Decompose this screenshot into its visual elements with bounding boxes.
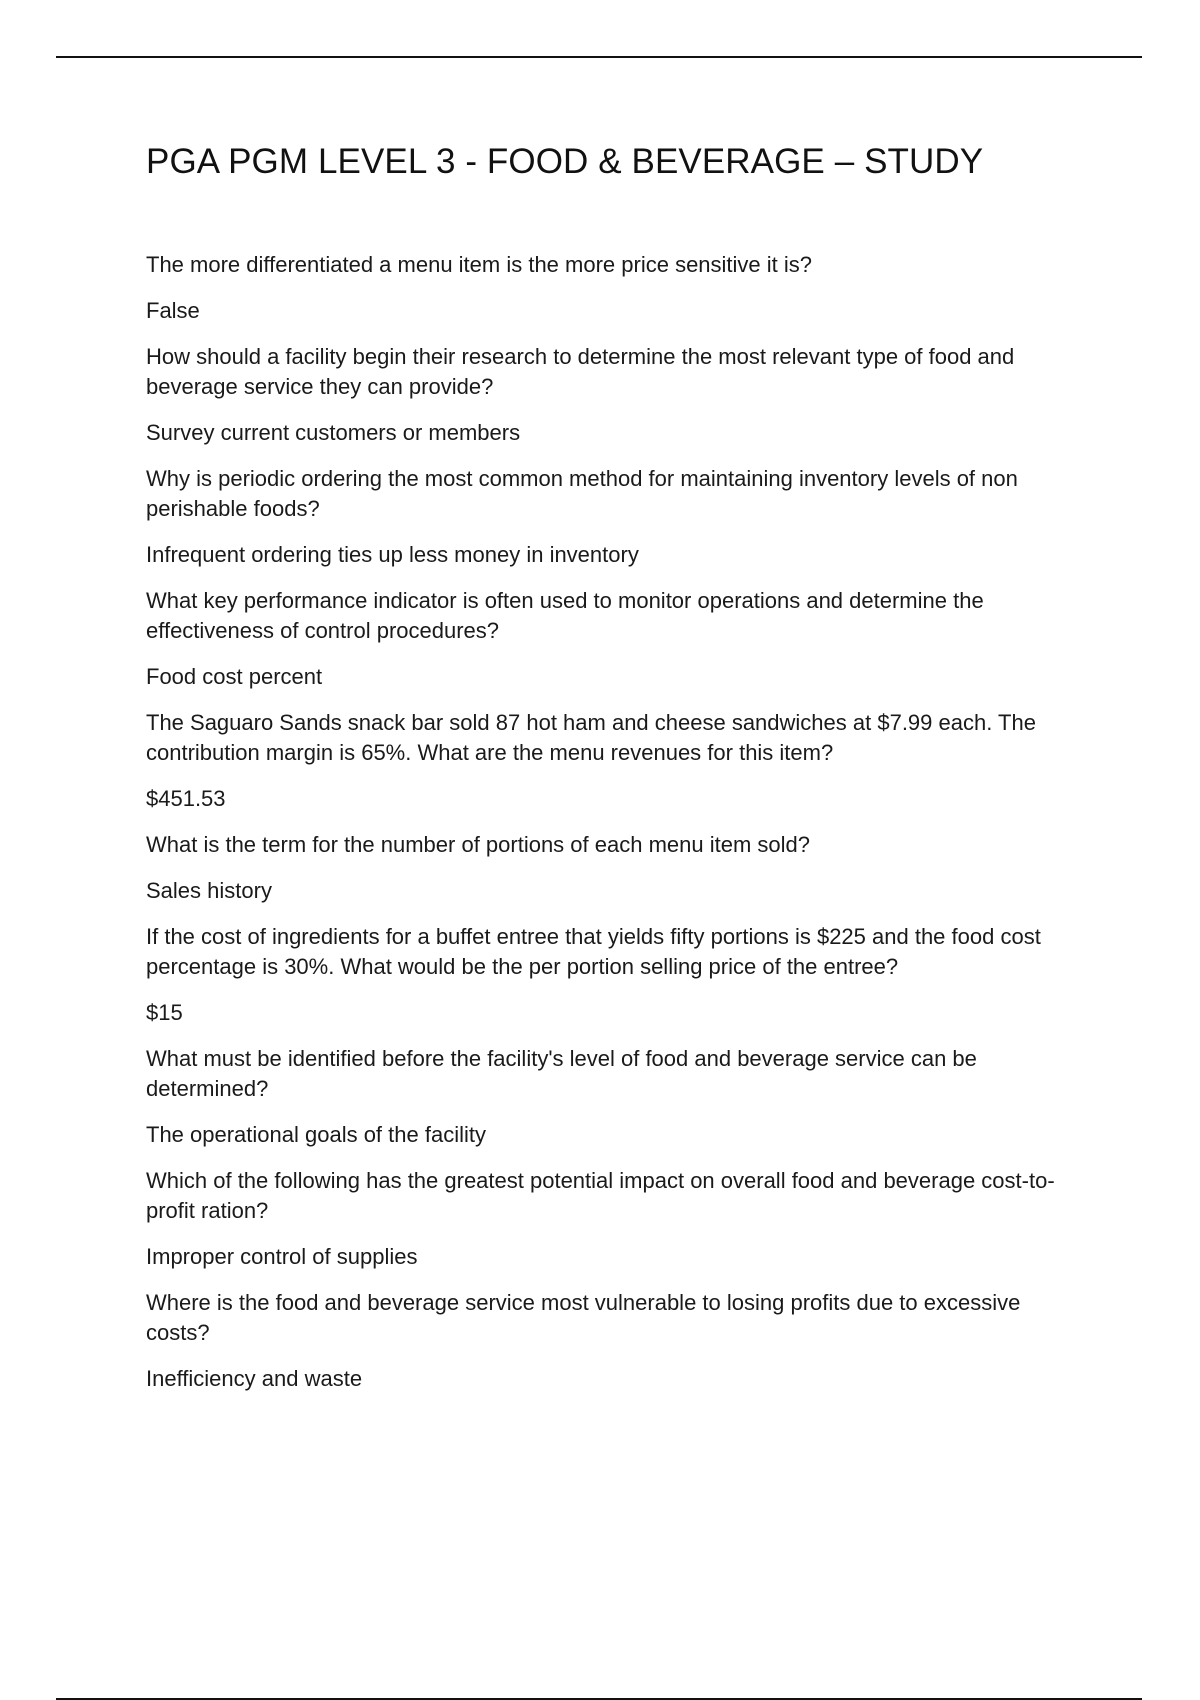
answer-text: Infrequent ordering ties up less money in inventory <box>146 542 639 567</box>
question-text: What must be identified before the facility's level of food and beverage service can be determined? <box>146 1046 977 1101</box>
qa-list <box>146 250 1086 1410</box>
qa-item <box>146 586 1086 692</box>
answer-text: Survey current customers or members <box>146 420 521 445</box>
answer-text: $15 <box>146 1000 183 1025</box>
answer-text: Inefficiency and waste <box>146 1366 363 1391</box>
question-text: What is the term for the number of portions of each menu item sold? <box>146 832 810 857</box>
qa-item <box>146 464 1086 570</box>
qa-item <box>146 1288 1086 1394</box>
question-text: What key performance indicator is often used to monitor operations and determine the effectiveness of control procedures? <box>146 588 984 643</box>
question-text: Which of the following has the greatest potential impact on overall food and beverage cost-to-profit ration? <box>146 1168 1055 1223</box>
answer-text: The operational goals of the facility <box>146 1122 486 1147</box>
question-text: Where is the food and beverage service most vulnerable to losing profits due to excessive costs? <box>146 1290 1021 1345</box>
question-text: If the cost of ingredients for a buffet entree that yields fifty portions is $225 and the food cost percentage is 30%. What would be the per portion selling price of the entree? <box>146 924 1041 979</box>
top-divider <box>56 56 1142 58</box>
qa-item <box>146 342 1086 448</box>
question-text: How should a facility begin their research to determine the most relevant type of food and beverage service they can provide? <box>146 344 1015 399</box>
question-text: The more differentiated a menu item is the more price sensitive it is? <box>146 252 813 277</box>
answer-text: Improper control of supplies <box>146 1244 418 1269</box>
question-text: The Saguaro Sands snack bar sold 87 hot ham and cheese sandwiches at $7.99 each. The contribution margin is 65%. What are the menu revenues for this item? <box>146 710 1036 765</box>
qa-item <box>146 922 1086 1028</box>
qa-item <box>146 250 1086 326</box>
qa-item <box>146 1044 1086 1150</box>
question-text: Why is periodic ordering the most common method for maintaining inventory levels of non perishable foods? <box>146 466 1018 521</box>
answer-text: Food cost percent <box>146 664 323 689</box>
qa-item <box>146 1166 1086 1272</box>
qa-item <box>146 830 1086 906</box>
answer-text: $451.53 <box>146 786 226 811</box>
answer-text: False <box>146 298 200 323</box>
qa-item <box>146 708 1086 814</box>
page-title: PGA PGM LEVEL 3 - FOOD & BEVERAGE – STUDY <box>146 142 984 181</box>
answer-text: Sales history <box>146 878 272 903</box>
